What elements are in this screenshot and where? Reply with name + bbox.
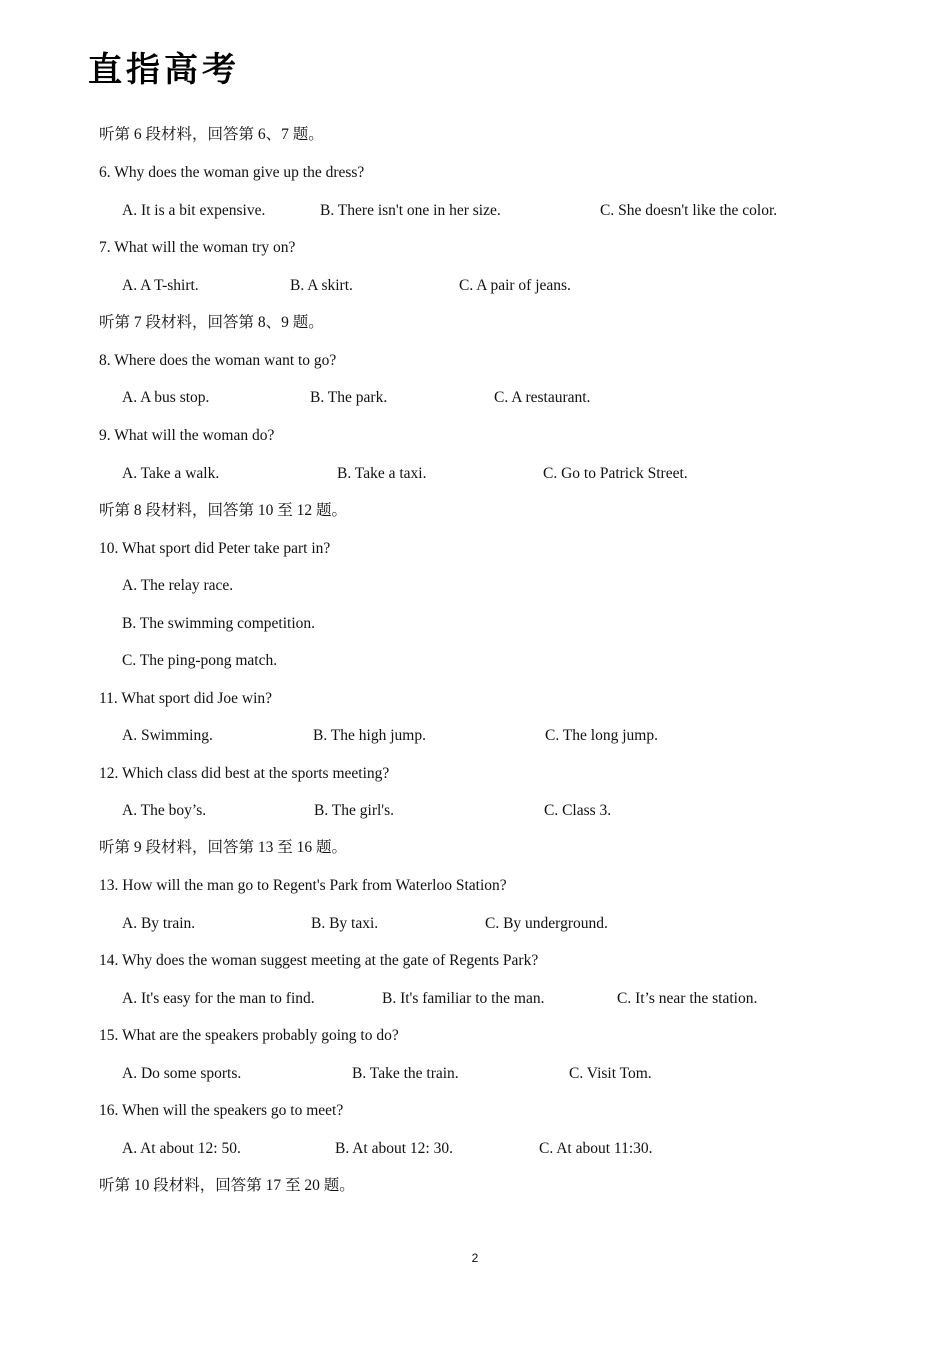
q7-option-c: C. A pair of jeans. [459, 277, 571, 294]
question-9: 9. What will the woman do? [99, 427, 275, 444]
question-6: 6. Why does the woman give up the dress? [99, 164, 365, 181]
q14-option-b: B. It's familiar to the man. [382, 990, 545, 1007]
section-heading-9: 听第 9 段材料，回答第 13 至 16 题。 [99, 839, 348, 856]
question-16: 16. When will the speakers go to meet? [99, 1102, 344, 1119]
question-15: 15. What are the speakers probably going to do? [99, 1027, 399, 1044]
q9-option-b: B. Take a taxi. [337, 465, 427, 482]
q13-option-c: C. By underground. [485, 915, 608, 932]
q11-option-b: B. The high jump. [313, 727, 426, 744]
q16-option-c: C. At about 11:30. [539, 1140, 653, 1157]
q13-option-a: A. By train. [122, 915, 196, 932]
q12-option-b: B. The girl's. [314, 802, 395, 819]
q8-option-c: C. A restaurant. [494, 389, 591, 406]
q7-option-a: A. A T-shirt. [122, 277, 199, 294]
question-8: 8. Where does the woman want to go? [99, 352, 337, 369]
q6-option-a: A. It is a bit expensive. [122, 202, 266, 219]
q11-option-c: C. The long jump. [545, 727, 658, 744]
q8-option-a: A. A bus stop. [122, 389, 210, 406]
q6-option-c: C. She doesn't like the color. [600, 202, 778, 219]
q8-option-b: B. The park. [310, 389, 388, 406]
section-heading-7: 听第 7 段材料，回答第 8、9 题。 [99, 314, 324, 331]
section-heading-6: 听第 6 段材料，回答第 6、7 题。 [99, 126, 324, 143]
q15-option-b: B. Take the train. [352, 1065, 459, 1082]
q6-option-b: B. There isn't one in her size. [320, 202, 501, 219]
q9-option-c: C. Go to Patrick Street. [543, 465, 688, 482]
q11-option-a: A. Swimming. [122, 727, 213, 744]
q10-option-c: C. The ping-pong match. [122, 652, 278, 669]
q12-option-c: C. Class 3. [544, 802, 612, 819]
q10-option-a: A. The relay race. [122, 577, 234, 594]
q15-option-a: A. Do some sports. [122, 1065, 242, 1082]
q14-option-a: A. It's easy for the man to find. [122, 990, 315, 1007]
question-14: 14. Why does the woman suggest meeting at the gate of Regents Park? [99, 952, 539, 969]
brand-logo-text: 直指高考 [88, 50, 240, 90]
page-number: 2 [471, 1251, 479, 1265]
q12-option-a: A. The boy’s. [122, 802, 207, 819]
q13-option-b: B. By taxi. [311, 915, 379, 932]
q16-option-b: B. At about 12: 30. [335, 1140, 453, 1157]
question-12: 12. Which class did best at the sports meeting? [99, 765, 390, 782]
q10-option-b: B. The swimming competition. [122, 615, 316, 632]
q15-option-c: C. Visit Tom. [569, 1065, 652, 1082]
q7-option-b: B. A skirt. [290, 277, 353, 294]
question-11: 11. What sport did Joe win? [99, 690, 273, 707]
question-10: 10. What sport did Peter take part in? [99, 540, 331, 557]
section-heading-8: 听第 8 段材料，回答第 10 至 12 题。 [99, 502, 348, 519]
section-heading-10: 听第 10 段材料，回答第 17 至 20 题。 [99, 1177, 355, 1194]
question-7: 7. What will the woman try on? [99, 239, 296, 256]
q9-option-a: A. Take a walk. [122, 465, 220, 482]
q16-option-a: A. At about 12: 50. [122, 1140, 241, 1157]
q14-option-c: C. It’s near the station. [617, 990, 758, 1007]
question-13: 13. How will the man go to Regent's Park from Waterloo Station? [99, 877, 507, 894]
